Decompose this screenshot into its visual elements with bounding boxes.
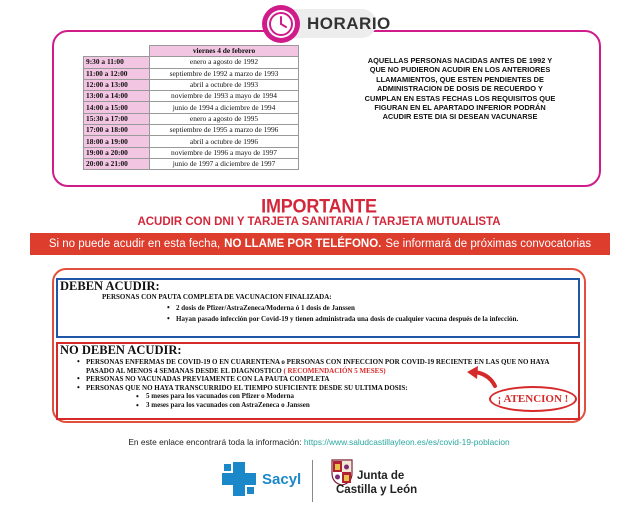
importante-subtitle: ACUDIR CON DNI Y TARJETA SANITARIA / TARJETA MUTUALISTA [137,216,501,228]
no-deben-acudir-title: NO DEBEN ACUDIR: [60,343,182,357]
banner-text-bold: NO LLAME POR TELÉFONO. [224,238,382,250]
junta-logo-line2: Castilla y León [336,484,418,496]
schedule-date-header: viernes 4 de febrero [150,46,299,57]
schedule-range-cell: abril a octubre de 1996 [150,136,299,147]
schedule-range-cell: junio de 1994 a diciembre de 1994 [150,102,299,113]
schedule-range-cell: septiembre de 1992 a marzo de 1993 [150,68,299,79]
recomendacion-note: ( RECOMENDACIÓN 5 MESES) [283,366,386,375]
deben-acudir-list [58,304,578,323]
schedule-body [84,57,299,170]
table-row [84,147,299,158]
schedule-time-cell: 11:00 a 12:00 [84,68,150,79]
clock-icon [262,5,300,43]
schedule-time-cell: 13:00 a 14:00 [84,91,150,102]
schedule-header-blank [84,46,150,57]
table-row [84,91,299,102]
info-link[interactable]: https://www.saludcastillayleon.es/es/covid-19-poblacion [303,437,510,447]
table-row [84,102,299,113]
schedule-time-cell: 18:00 a 19:00 [84,136,150,147]
no-llamar-banner [30,233,610,255]
list-item: • PERSONAS NO VACUNADAS PREVIAMENTE CON LA PAUTA COMPLETA [86,375,578,384]
schedule-table [83,45,299,170]
list-item: • 2 dosis de Pfizer/AstraZeneca/Moderna ó 1 dosis de Janssen [176,304,578,313]
table-row [84,136,299,147]
arrow-icon [465,366,499,388]
sacyl-logo-text: Sacyl [262,471,302,488]
info-link-text [0,437,638,447]
schedule-time-cell: 12:00 a 13:00 [84,79,150,90]
schedule-time-cell: 15:30 a 17:00 [84,113,150,124]
schedule-range-cell: junio de 1997 a diciembre de 1997 [150,158,299,169]
table-row [84,68,299,79]
schedule-time-cell: 9:30 a 11:00 [84,57,150,68]
schedule-range-cell: enero a agosto de 1992 [150,57,299,68]
schedule-range-cell: enero a agosto de 1995 [150,113,299,124]
schedule-time-cell: 17:00 a 18:00 [84,125,150,136]
table-row [84,79,299,90]
schedule-time-cell: 14:00 a 15:00 [84,102,150,113]
deben-acudir-subtitle: PERSONAS CON PAUTA COMPLETA DE VACUNACION FINALIZADA: [102,293,332,301]
sacyl-logo-icon [222,462,258,496]
banner-text-pre: Si no puede acudir en esta fecha, [48,238,221,250]
table-row [84,125,299,136]
schedule-range-cell: abril a octubre de 1993 [150,79,299,90]
schedule-range-cell: noviembre de 1996 a mayo de 1997 [150,147,299,158]
list-item [86,358,578,375]
table-row [84,113,299,124]
horario-title: HORARIO [307,14,391,33]
table-row [84,57,299,68]
no-deben-item-1: PERSONAS ENFERMAS DE COVID-19 O EN CUARENTENA o PERSONAS CON INFECCION POR COVID-19 RECIENTE EN LAS QUE NO HAYA PASADO AL MENOS 4 SEMANAS DESDE EL DIAGNOSTICO [86,358,550,375]
schedule-time-cell: 20:00 a 21:00 [84,158,150,169]
banner-text-post: Se informará de próximas convocatorias [385,238,592,250]
deben-acudir-box [56,278,580,338]
list-item: • 3 meses para los vacunados con AstraZeneca o Janssen [146,401,578,410]
schedule-time-cell: 19:00 a 20:00 [84,147,150,158]
coat-of-arms-icon [330,458,354,486]
junta-logo-line1: Junta de [357,470,405,482]
logo-divider [312,460,313,502]
info-text: En este enlace encontrará toda la información: [128,437,302,447]
table-row [84,158,299,169]
schedule-range-cell: septiembre de 1995 a marzo de 1996 [150,125,299,136]
list-item: • 5 meses para los vacunados con Pfizer o Moderna [146,392,578,401]
importante-title: IMPORTANTE [261,194,377,217]
list-item: • PERSONAS QUE NO HAYA TRANSCURRIDO EL TIEMPO SUFICIENTE DESDE SU ULTIMA DOSIS: [86,384,578,393]
horario-note: AQUELLAS PERSONAS NACIDAS ANTES DE 1992 Y QUE NO PUDIERON ACUDIR EN LOS ANTERIORES LLAMAMIENTOS, QUE ESTEN PENDIENTES DE ADMINISTRACION DE DOSIS DE RECUERDO Y CUMPLAN EN ESTAS FECHAS LOS REQUISITOS QUE FIGURAN EN EL APARTADO INFERIOR PODRÁN ACUDIR ESTE DIA SI DESEAN VACUNARSE [364,56,556,122]
schedule-range-cell: noviembre de 1993 a mayo de 1994 [150,91,299,102]
no-deben-acudir-list [58,358,578,392]
atencion-badge: ¡ ATENCION ! [489,386,577,412]
logos-row [0,456,638,506]
deben-acudir-title: DEBEN ACUDIR: [60,279,160,293]
list-item: • Hayan pasado infección por Covid-19 y tienen administrada una dosis de cualquier vacuna después de la infección. [176,315,578,324]
